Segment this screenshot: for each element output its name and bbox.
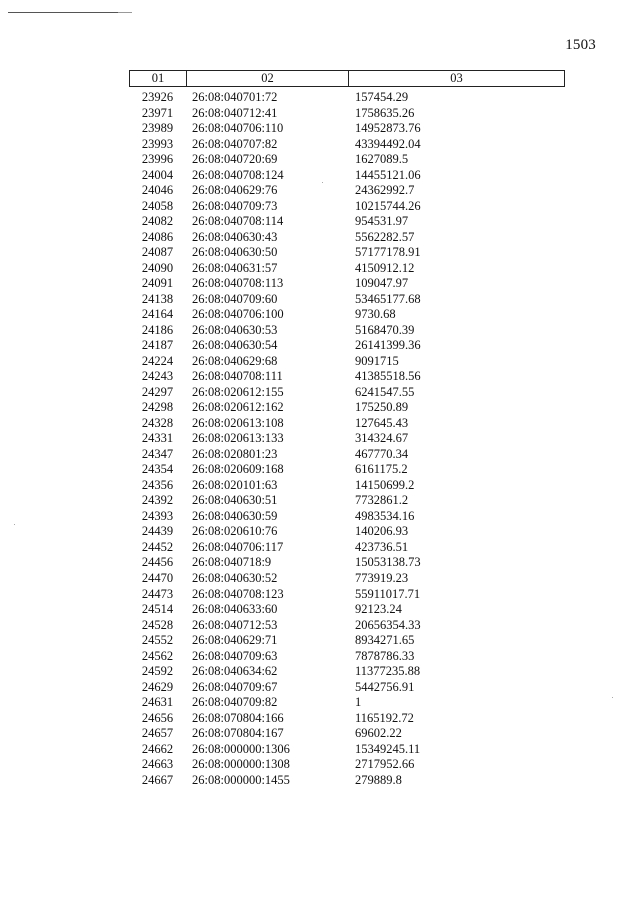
value-cell: 15053138.73 [355, 555, 421, 570]
cadastral-number-cell: 26:08:040709:60 [192, 291, 278, 306]
row-id-cell: 24662 [141, 741, 174, 756]
row-id-cell: 24298 [141, 400, 174, 415]
value-cell: 14952873.76 [355, 121, 421, 136]
row-id-cell: 24667 [141, 772, 174, 787]
cadastral-number-cell: 26:08:020101:63 [192, 477, 278, 492]
row-id-cell: 24091 [141, 276, 174, 291]
row-id-cell: 23926 [141, 90, 174, 104]
value-cell: 1758635.26 [355, 105, 415, 120]
table-row [129, 773, 565, 789]
value-cell: 15349245.11 [355, 741, 421, 756]
row-id-cell: 24331 [141, 431, 174, 446]
value-cell: 20656354.33 [355, 617, 421, 632]
table-row [129, 261, 565, 277]
row-id-cell: 24164 [141, 307, 174, 322]
value-cell: 8934271.65 [355, 633, 415, 648]
value-cell: 55911017.71 [355, 586, 421, 601]
value-cell: 11377235.88 [355, 664, 421, 679]
cadastral-number-cell: 26:08:040709:67 [192, 679, 278, 694]
table-row [129, 106, 565, 122]
cadastral-number-cell: 26:08:040708:111 [192, 369, 283, 384]
row-id-cell: 24456 [141, 555, 174, 570]
cadastral-number-cell: 26:08:040709:63 [192, 648, 278, 663]
value-cell: 1165192.72 [355, 710, 414, 725]
value-cell: 467770.34 [355, 446, 409, 461]
value-cell: 6241547.55 [355, 384, 415, 399]
table-row [129, 307, 565, 323]
value-cell: 7878786.33 [355, 648, 415, 663]
row-id-cell: 24470 [141, 570, 174, 585]
table-row [129, 695, 565, 711]
cadastral-number-cell: 26:08:040709:73 [192, 198, 278, 213]
table-row [129, 664, 565, 680]
row-id-cell: 24138 [141, 291, 174, 306]
value-cell: 7732861.2 [355, 493, 409, 508]
table-row [129, 199, 565, 215]
value-cell: 157454.29 [355, 90, 409, 104]
row-id-cell: 24629 [141, 679, 174, 694]
value-cell: 14455121.06 [355, 167, 421, 182]
scan-artifact-line [118, 12, 132, 13]
row-id-cell: 23993 [141, 136, 174, 151]
cadastral-number-cell: 26:08:040630:54 [192, 338, 278, 353]
table-row [129, 571, 565, 587]
row-id-cell: 24356 [141, 477, 174, 492]
cadastral-number-cell: 26:08:040709:82 [192, 695, 278, 710]
cadastral-number-cell: 26:08:040630:59 [192, 508, 278, 523]
row-id-cell: 24393 [141, 508, 174, 523]
row-id-cell: 24657 [141, 726, 174, 741]
row-id-cell: 24452 [141, 539, 174, 554]
row-id-cell: 23971 [141, 105, 174, 120]
cadastral-number-cell: 26:08:040634:62 [192, 664, 278, 679]
row-id-cell: 24087 [141, 245, 174, 260]
row-id-cell: 24392 [141, 493, 174, 508]
row-id-cell: 23996 [141, 152, 174, 167]
row-id-cell: 24514 [141, 602, 174, 617]
cadastral-number-cell: 26:08:020612:162 [192, 400, 284, 415]
row-id-cell: 24186 [141, 322, 174, 337]
row-id-cell: 24297 [141, 384, 174, 399]
table-row [129, 726, 565, 742]
cadastral-number-cell: 26:08:040630:50 [192, 245, 278, 260]
cadastral-number-cell: 26:08:040629:68 [192, 353, 278, 368]
row-id-cell: 24058 [141, 198, 174, 213]
table-row [129, 385, 565, 401]
cadastral-number-cell: 26:08:020610:76 [192, 524, 278, 539]
table-row [129, 478, 565, 494]
value-cell: 5562282.57 [355, 229, 415, 244]
cadastral-number-cell: 26:08:040712:41 [192, 105, 278, 120]
table-row [129, 214, 565, 230]
table-row [129, 400, 565, 416]
cadastral-number-cell: 26:08:040701:72 [192, 90, 278, 104]
cadastral-number-cell: 26:08:000000:1455 [192, 772, 290, 787]
row-id-cell: 24243 [141, 369, 174, 384]
row-id-cell: 24473 [141, 586, 174, 601]
table-row [129, 462, 565, 478]
row-id-cell: 24082 [141, 214, 174, 229]
cadastral-number-cell: 26:08:040630:43 [192, 229, 278, 244]
row-id-cell: 24656 [141, 710, 174, 725]
value-cell: 57177178.91 [355, 245, 421, 260]
table-row [129, 168, 565, 184]
value-cell: 5168470.39 [355, 322, 415, 337]
cadastral-number-cell: 26:08:020613:108 [192, 415, 284, 430]
value-cell: 954531.97 [355, 214, 409, 229]
table-body [129, 90, 565, 788]
row-id-cell: 24086 [141, 229, 174, 244]
column-header-02: 02 [187, 71, 349, 86]
value-cell: 1627089.5 [355, 152, 409, 167]
row-id-cell: 24552 [141, 633, 174, 648]
value-cell: 10215744.26 [355, 198, 421, 213]
cadastral-number-cell: 26:08:040707:82 [192, 136, 278, 151]
table-row [129, 555, 565, 571]
row-id-cell: 24090 [141, 260, 174, 275]
table-row [129, 509, 565, 525]
value-cell: 69602.22 [355, 726, 402, 741]
cadastral-number-cell: 26:08:040630:51 [192, 493, 278, 508]
cadastral-number-cell: 26:08:000000:1306 [192, 741, 290, 756]
cadastral-number-cell: 26:08:040631:57 [192, 260, 278, 275]
table-row [129, 431, 565, 447]
cadastral-number-cell: 26:08:020613:133 [192, 431, 284, 446]
row-id-cell: 24439 [141, 524, 174, 539]
value-cell: 53465177.68 [355, 291, 421, 306]
table-row [129, 742, 565, 758]
table-row [129, 183, 565, 199]
cadastral-number-cell: 26:08:040706:100 [192, 307, 284, 322]
cadastral-number-cell: 26:08:040630:53 [192, 322, 278, 337]
row-id-cell: 24347 [141, 446, 174, 461]
row-id-cell: 24528 [141, 617, 174, 632]
value-cell: 279889.8 [355, 772, 402, 787]
value-cell: 423736.51 [355, 539, 409, 554]
table-row [129, 711, 565, 727]
row-id-cell: 24004 [141, 167, 174, 182]
value-cell: 26141399.36 [355, 338, 421, 353]
table-row [129, 757, 565, 773]
table-row [129, 540, 565, 556]
table-row [129, 323, 565, 339]
table-header [129, 70, 565, 87]
row-id-cell: 24187 [141, 338, 174, 353]
cadastral-number-cell: 26:08:040630:52 [192, 570, 278, 585]
scan-speck [612, 697, 613, 698]
table-row [129, 90, 565, 106]
table-row [129, 152, 565, 168]
value-cell: 43394492.04 [355, 136, 421, 151]
cadastral-number-cell: 26:08:040629:76 [192, 183, 278, 198]
table-row [129, 292, 565, 308]
value-cell: 41385518.56 [355, 369, 421, 384]
table-row [129, 633, 565, 649]
page-number: 1503 [565, 37, 596, 53]
cadastral-number-cell: 26:08:040708:124 [192, 167, 284, 182]
scan-artifact-line [8, 12, 118, 13]
cadastral-number-cell: 26:08:040708:114 [192, 214, 284, 229]
row-id-cell: 24354 [141, 462, 174, 477]
row-id-cell: 24224 [141, 353, 174, 368]
cadastral-number-cell: 26:08:040706:110 [192, 121, 284, 136]
cadastral-number-cell: 26:08:040708:123 [192, 586, 284, 601]
cadastral-number-cell: 26:08:040708:113 [192, 276, 284, 291]
table-row [129, 137, 565, 153]
cadastral-number-cell: 26:08:000000:1308 [192, 757, 290, 772]
row-id-cell: 24663 [141, 757, 174, 772]
cadastral-number-cell: 26:08:020801:23 [192, 446, 278, 461]
value-cell: 9730.68 [355, 307, 396, 322]
table-row [129, 245, 565, 261]
row-id-cell: 24592 [141, 664, 174, 679]
table-row [129, 618, 565, 634]
value-cell: 4150912.12 [355, 260, 415, 275]
column-header-01: 01 [130, 71, 187, 86]
table-row [129, 447, 565, 463]
value-cell: 2717952.66 [355, 757, 415, 772]
cadastral-number-cell: 26:08:040706:117 [192, 539, 284, 554]
value-cell: 773919.23 [355, 570, 409, 585]
row-id-cell: 24631 [141, 695, 174, 710]
cadastral-number-cell: 26:08:040633:60 [192, 602, 278, 617]
table-row [129, 493, 565, 509]
cadastral-number-cell: 26:08:040720:69 [192, 152, 278, 167]
value-cell: 4983534.16 [355, 508, 415, 523]
table-row [129, 369, 565, 385]
cadastral-number-cell: 26:08:070804:167 [192, 726, 284, 741]
row-id-cell: 24562 [141, 648, 174, 663]
row-id-cell: 24328 [141, 415, 174, 430]
value-cell: 175250.89 [355, 400, 409, 415]
row-id-cell: 24046 [141, 183, 174, 198]
cadastral-number-cell: 26:08:040718:9 [192, 555, 272, 570]
table-row [129, 121, 565, 137]
row-id-cell: 23989 [141, 121, 174, 136]
cadastral-number-cell: 26:08:040629:71 [192, 633, 278, 648]
value-cell: 1 [355, 695, 362, 710]
table-row [129, 680, 565, 696]
table-row [129, 587, 565, 603]
value-cell: 6161175.2 [355, 462, 408, 477]
table-row [129, 416, 565, 432]
value-cell: 314324.67 [355, 431, 409, 446]
cadastral-number-cell: 26:08:020609:168 [192, 462, 284, 477]
value-cell: 109047.97 [355, 276, 409, 291]
table-row [129, 649, 565, 665]
column-header-03: 03 [450, 71, 463, 85]
table-row [129, 338, 565, 354]
cadastral-number-cell: 26:08:040712:53 [192, 617, 278, 632]
value-cell: 5442756.91 [355, 679, 415, 694]
table-row [129, 276, 565, 292]
scan-speck [14, 524, 15, 525]
table-row [129, 354, 565, 370]
value-cell: 127645.43 [355, 415, 409, 430]
value-cell: 14150699.2 [355, 477, 415, 492]
table-row [129, 602, 565, 618]
cadastral-number-cell: 26:08:020612:155 [192, 384, 284, 399]
table-row [129, 524, 565, 540]
cadastral-number-cell: 26:08:070804:166 [192, 710, 284, 725]
table-row [129, 230, 565, 246]
value-cell: 92123.24 [355, 602, 402, 617]
value-cell: 9091715 [355, 353, 399, 368]
value-cell: 24362992.7 [355, 183, 415, 198]
value-cell: 140206.93 [355, 524, 409, 539]
